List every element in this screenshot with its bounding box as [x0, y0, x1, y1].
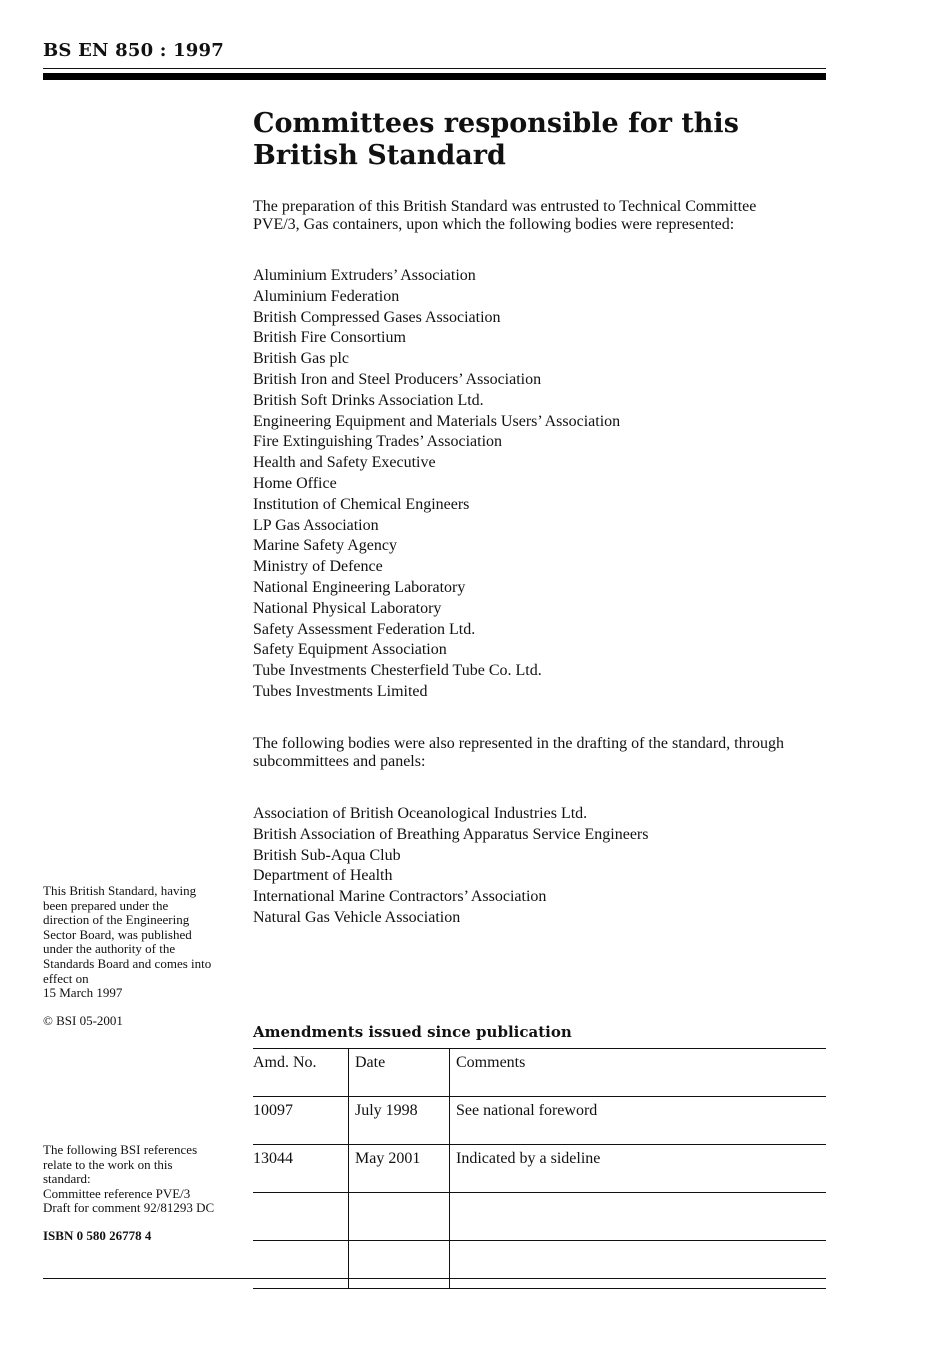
list-item: British Sub-Aqua Club [253, 846, 401, 864]
header-rule-thin [43, 68, 826, 69]
date-cell [349, 1193, 450, 1241]
intro-line: PVE/3, Gas containers, upon which the following bodies were represented: [253, 215, 735, 233]
comments-cell: See national foreword [450, 1097, 827, 1145]
list-item: Department of Health [253, 867, 393, 885]
column-header-comments: Comments [450, 1049, 827, 1097]
list-item: British Compressed Gases Association [253, 308, 501, 326]
list-item: Institution of Chemical Engineers [253, 495, 470, 513]
intro-line: The preparation of this British Standard was entrusted to Technical Committee [253, 198, 757, 215]
list-item: British Soft Drinks Association Ltd. [253, 391, 484, 409]
title-line: British Standard [253, 140, 506, 171]
list-item: Marine Safety Agency [253, 537, 397, 555]
bsi-references [43, 1143, 233, 1216]
subcommittee-bodies-list [253, 804, 648, 929]
amd-no-cell [253, 1241, 349, 1289]
comments-cell [450, 1241, 827, 1289]
amendments-table [253, 1048, 826, 1289]
subcommittee-paragraph [253, 735, 828, 770]
list-item: British Iron and Steel Producers’ Association [253, 370, 542, 388]
list-item: Aluminium Federation [253, 287, 400, 305]
copyright-notice: © BSI 05-2001 [43, 1013, 123, 1028]
page-title [253, 108, 828, 172]
list-item: Aluminium Extruders’ Association [253, 267, 476, 284]
column-header-amd-no: Amd. No. [253, 1049, 349, 1097]
comments-cell: Indicated by a sideline [450, 1145, 827, 1193]
amd-no-cell [253, 1193, 349, 1241]
list-item: National Engineering Laboratory [253, 578, 466, 596]
refs-line: standard: [43, 1171, 91, 1187]
isbn: ISBN 0 580 26778 4 [43, 1228, 152, 1243]
date-cell [349, 1241, 450, 1289]
list-item: Home Office [253, 474, 337, 492]
refs-line: The following BSI references [43, 1142, 198, 1157]
table-row [253, 1241, 826, 1289]
note-line: Sector Board, was published [43, 926, 192, 942]
intro-line: subcommittees and panels: [253, 752, 426, 770]
note-line: effect on [43, 970, 89, 986]
table-row [253, 1193, 826, 1241]
date-cell: May 2001 [349, 1145, 450, 1193]
intro-paragraph [253, 198, 828, 233]
list-item: Safety Equipment Association [253, 641, 447, 659]
note-line: under the authority of the [43, 941, 176, 957]
list-item: Health and Safety Executive [253, 454, 436, 472]
list-item: Tubes Investments Limited [253, 682, 428, 700]
note-line: been prepared under the [43, 897, 169, 913]
date-cell: July 1998 [349, 1097, 450, 1145]
column-header-date: Date [349, 1049, 450, 1097]
list-item: Fire Extinguishing Trades’ Association [253, 433, 503, 451]
intro-line: The following bodies were also represented in the drafting of the standard, through [253, 735, 784, 752]
table-row [253, 1097, 826, 1145]
comments-cell [450, 1193, 827, 1241]
list-item: Association of British Oceanological Industries Ltd. [253, 805, 588, 822]
list-item: LP Gas Association [253, 516, 379, 534]
table-header-row [253, 1049, 826, 1097]
list-item: British Gas plc [253, 350, 349, 368]
title-line: Committees responsible for this [253, 108, 739, 139]
list-item: Safety Assessment Federation Ltd. [253, 620, 476, 638]
refs-line: Draft for comment 92/81293 DC [43, 1200, 215, 1216]
list-item: British Fire Consortium [253, 329, 406, 347]
represented-bodies-list [253, 266, 620, 703]
note-line: direction of the Engineering [43, 912, 190, 928]
note-line: 15 March 1997 [43, 985, 123, 1001]
note-line: Standards Board and comes into [43, 955, 212, 971]
refs-line: Committee reference PVE/3 [43, 1185, 191, 1201]
list-item: Tube Investments Chesterfield Tube Co. Ltd. [253, 662, 542, 680]
table-row [253, 1145, 826, 1193]
refs-line: relate to the work on this [43, 1156, 173, 1172]
publication-note [43, 884, 233, 1001]
document-code: BS EN 850 : 1997 [43, 40, 224, 61]
list-item: British Association of Breathing Apparatus Service Engineers [253, 825, 649, 843]
amd-no-cell: 10097 [253, 1097, 349, 1145]
list-item: International Marine Contractors’ Association [253, 888, 547, 906]
list-item: National Physical Laboratory [253, 599, 442, 617]
header-rule-thick [43, 73, 826, 80]
list-item: Natural Gas Vehicle Association [253, 908, 461, 926]
note-line: This British Standard, having [43, 883, 197, 898]
list-item: Engineering Equipment and Materials Users’ Association [253, 412, 621, 430]
amendments-title: Amendments issued since publication [253, 1023, 572, 1041]
list-item: Ministry of Defence [253, 558, 383, 576]
footer-rule [43, 1278, 826, 1279]
amd-no-cell: 13044 [253, 1145, 349, 1193]
main-content [253, 108, 828, 926]
